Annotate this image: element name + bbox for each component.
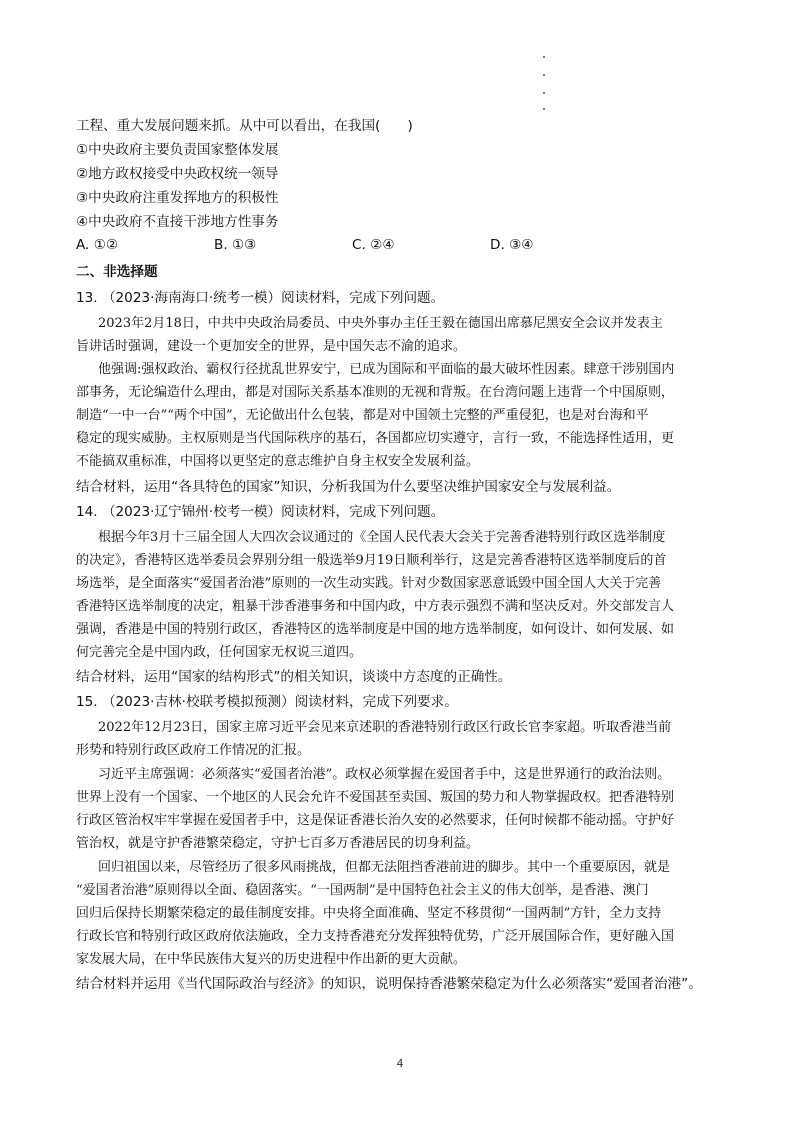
q14-material-line: 根据今年3月十三届全国人大四次会议通过的《全国人民代表大会关于完善香港特别行政区选举制度 — [98, 530, 666, 545]
q15-material-line: 行政区管治权牢牢掌握在爱国者手中，这是保证香港长治久安的必然要求，任何时候都不能动摇。守护好 — [76, 813, 675, 828]
q15-question: 结合材料并运用《当代国际政治与经济》的知识，说明保持香港繁荣稳定为什么必须落实“爱国者治港”。 — [76, 976, 702, 992]
q14-material-line: 场选举，是全面落实“爱国者治港”原则的一次生动实践。针对少数国家恶意诋毁中国全国人大关于完善 — [76, 576, 662, 591]
answer-options — [76, 237, 636, 257]
q14-material-line: 的决定》，香港特区选举委员会界别分组一般选举9月19日顺利举行，这是完善香港特区选举制度后的首 — [76, 553, 667, 568]
page-number: 4 — [396, 1057, 404, 1070]
q13-material-line: 他强调:强权政治、霸权行径扰乱世界安宁，已成为国际和平面临的最大破坏性因素。肆意干涉别国内 — [98, 362, 675, 377]
q15-material-line: 回归后保持长期繁荣稳定的最佳制度安排。中央将全面准确、坚定不移贯彻“一国两制”方针，全力支持 — [76, 906, 662, 921]
statement-2: ②地方政权接受中央政权统一领导 — [76, 166, 279, 182]
q13-material-line: 制造“一中一台”“两个中国”，无论做出什么包装，都是对中国领土完整的严重侵犯，也是对台海和平 — [76, 408, 649, 423]
q14-material-line: 香港特区选举制度的决定，粗暴干涉香港事务和中国内政，中方表示强烈不满和坚决反对。外交部发言人 — [76, 599, 675, 614]
q15-material-line: “爱国者治港”原则得以全面、稳固落实。“一国两制”是中国特色社会主义的伟大创举，是香港、澳门 — [76, 883, 649, 898]
dot-mark — [543, 56, 545, 58]
q13-material-line: 不能搞双重标准，中国将以更坚定的意志维护自身主权安全发展利益。 — [76, 454, 480, 469]
q15-material-line: 世界上没有一个国家、一个地区的人民会允许不爱国甚至卖国、叛国的势力和人物掌握政权。把香港特别 — [76, 790, 675, 805]
q15-header: 15. （2023·吉林·校联考模拟预测）阅读材料，完成下列要求。 — [76, 694, 458, 710]
option-a: A. ①② — [76, 237, 119, 253]
dot-mark — [543, 74, 545, 76]
q15-material-line: 习近平主席强调：必须落实“爱国者治港”。政权必须掌握在爱国者手中，这是世界通行的政治法则。 — [98, 767, 671, 782]
option-b: B. ①③ — [214, 237, 257, 253]
q15-material-line: 行政长官和特别行政区政府依法施政，全力支持香港充分发挥独特优势，广泛开展国际合作，更好融入国 — [76, 929, 675, 944]
q15-material-line: 回归祖国以来，尽管经历了很多风雨挑战，但都无法阻挡香港前进的脚步。其中一个重要原因，就是 — [98, 860, 671, 875]
question-stem-end: 工程、重大发展问题来抓。从中可以看出，在我国( ) — [76, 118, 413, 134]
q15-material-line: 形势和特别行政区政府工作情况的汇报。 — [76, 743, 311, 758]
q13-material-line: 部事务，无论编造什么理由，都是对国际关系基本准则的无视和背叛。在台湾问题上违背一个中国原则， — [76, 385, 675, 400]
section-title: 二、非选择题 — [76, 264, 158, 280]
q14-material-line: 强调，香港是中国的特别行政区，香港特区的选举制度是中国的地方选举制度，如何设计、如何发展、如 — [76, 622, 675, 637]
statement-1: ①中央政府主要负责国家整体发展 — [76, 142, 279, 158]
q13-material-line: 稳定的现实威胁。主权原则是当代国际秩序的基石，各国都应切实遵守，言行一致，不能选择性适用，更 — [76, 431, 675, 446]
q13-material-line: 旨讲话时强调，建设一个更加安全的世界，是中国矢志不渝的追求。 — [76, 339, 467, 354]
option-d: D. ③④ — [490, 237, 534, 253]
q14-material-line: 何完善完全是中国内政，任何国家无权说三道四。 — [76, 645, 363, 660]
statement-3: ③中央政府注重发挥地方的积极性 — [76, 190, 279, 206]
q13-question: 结合材料，运用“各具特色的国家”知识，分析我国为什么要坚决维护国家安全与发展利益。 — [76, 479, 621, 495]
q14-header: 14. （2023·辽宁锦州·校考一模）阅读材料，完成下列问题。 — [76, 504, 445, 520]
statement-4: ④中央政府不直接干涉地方性事务 — [76, 214, 279, 230]
q15-material-line: 管治权，就是守护香港繁荣稳定，守护七百多万香港居民的切身利益。 — [76, 836, 480, 851]
q14-question: 结合材料，运用“国家的结构形式”的相关知识，谈谈中方态度的正确性。 — [76, 669, 512, 685]
q13-header: 13. （2023·海南海口·统考一模）阅读材料，完成下列问题。 — [76, 290, 445, 306]
q15-material-line: 2022年12月23日，国家主席习近平会见来京述职的香港特别行政区行政长官李家超。听取香港当前 — [98, 720, 672, 735]
margin-dots — [541, 56, 547, 112]
dot-mark — [543, 92, 545, 94]
option-c: C. ②④ — [352, 237, 395, 253]
q15-material-line: 家发展大局，在中华民族伟大复兴的历史进程中作出新的更大贡献。 — [76, 952, 467, 967]
q13-material-line: 2023年2月18日，中共中央政治局委员、中央外事办主任王毅在德国出席慕尼黑安全会议并发表主 — [98, 316, 663, 331]
dot-mark — [543, 108, 545, 110]
